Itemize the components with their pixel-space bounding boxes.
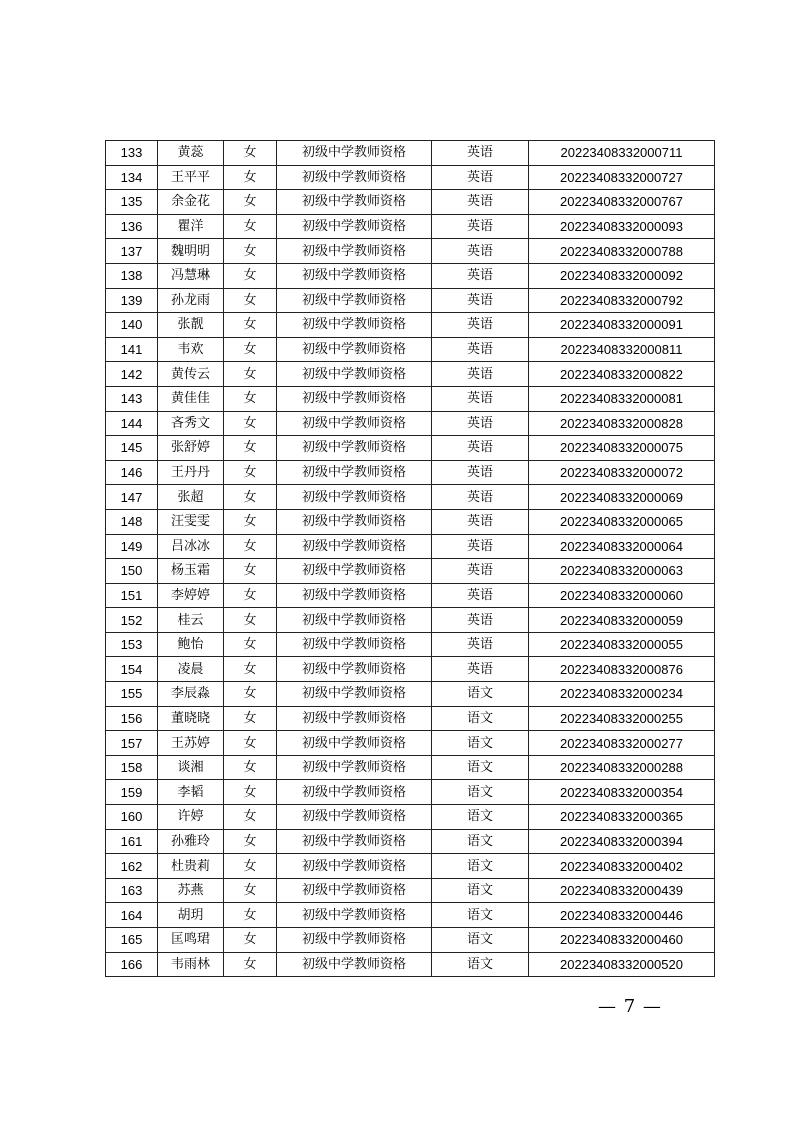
row-number-cell: 164 <box>106 903 158 928</box>
qualification-cell: 初级中学教师资格 <box>277 534 432 559</box>
certificate-number-cell: 20223408332000091 <box>529 313 715 338</box>
subject-cell: 语文 <box>432 829 529 854</box>
gender-cell: 女 <box>224 903 277 928</box>
table-row <box>106 460 715 485</box>
qualification-cell: 初级中学教师资格 <box>277 485 432 510</box>
table-row <box>106 805 715 830</box>
row-number-cell: 147 <box>106 485 158 510</box>
gender-cell: 女 <box>224 165 277 190</box>
qualification-cell: 初级中学教师资格 <box>277 214 432 239</box>
table-row <box>106 854 715 879</box>
table-row <box>106 313 715 338</box>
subject-cell: 语文 <box>432 731 529 756</box>
subject-cell: 英语 <box>432 337 529 362</box>
name-cell: 李韬 <box>158 780 224 805</box>
certificate-number-cell: 20223408332000234 <box>529 682 715 707</box>
gender-cell: 女 <box>224 657 277 682</box>
table-row <box>106 239 715 264</box>
name-cell: 黄佳佳 <box>158 386 224 411</box>
name-cell: 王苏婷 <box>158 731 224 756</box>
gender-cell: 女 <box>224 706 277 731</box>
gender-cell: 女 <box>224 854 277 879</box>
subject-cell: 英语 <box>432 436 529 461</box>
certificate-number-cell: 20223408332000064 <box>529 534 715 559</box>
certificate-number-cell: 20223408332000063 <box>529 559 715 584</box>
gender-cell: 女 <box>224 755 277 780</box>
row-number-cell: 140 <box>106 313 158 338</box>
row-number-cell: 153 <box>106 632 158 657</box>
subject-cell: 英语 <box>432 632 529 657</box>
qualification-cell: 初级中学教师资格 <box>277 509 432 534</box>
gender-cell: 女 <box>224 288 277 313</box>
gender-cell: 女 <box>224 509 277 534</box>
gender-cell: 女 <box>224 928 277 953</box>
row-number-cell: 148 <box>106 509 158 534</box>
row-number-cell: 134 <box>106 165 158 190</box>
certificate-number-cell: 20223408332000255 <box>529 706 715 731</box>
row-number-cell: 154 <box>106 657 158 682</box>
qualification-cell: 初级中学教师资格 <box>277 386 432 411</box>
subject-cell: 语文 <box>432 780 529 805</box>
gender-cell: 女 <box>224 386 277 411</box>
subject-cell: 语文 <box>432 682 529 707</box>
table-row <box>106 485 715 510</box>
qualification-cell: 初级中学教师资格 <box>277 460 432 485</box>
subject-cell: 英语 <box>432 559 529 584</box>
name-cell: 冯慧琳 <box>158 263 224 288</box>
table-body <box>106 141 715 977</box>
certificate-number-cell: 20223408332000402 <box>529 854 715 879</box>
table-row <box>106 411 715 436</box>
row-number-cell: 151 <box>106 583 158 608</box>
qualification-cell: 初级中学教师资格 <box>277 239 432 264</box>
row-number-cell: 166 <box>106 952 158 977</box>
certificate-number-cell: 20223408332000767 <box>529 190 715 215</box>
subject-cell: 英语 <box>432 362 529 387</box>
certificate-number-cell: 20223408332000811 <box>529 337 715 362</box>
certificate-number-cell: 20223408332000081 <box>529 386 715 411</box>
qualification-cell: 初级中学教师资格 <box>277 731 432 756</box>
certificate-number-cell: 20223408332000092 <box>529 263 715 288</box>
table-row <box>106 263 715 288</box>
name-cell: 李婷婷 <box>158 583 224 608</box>
qualification-cell: 初级中学教师资格 <box>277 337 432 362</box>
certificate-number-cell: 20223408332000792 <box>529 288 715 313</box>
qualification-cell: 初级中学教师资格 <box>277 952 432 977</box>
name-cell: 苏燕 <box>158 878 224 903</box>
table-row <box>106 214 715 239</box>
gender-cell: 女 <box>224 878 277 903</box>
name-cell: 张舒婷 <box>158 436 224 461</box>
certificate-number-cell: 20223408332000069 <box>529 485 715 510</box>
certificate-number-cell: 20223408332000277 <box>529 731 715 756</box>
table-row <box>106 657 715 682</box>
certificate-number-cell: 20223408332000059 <box>529 608 715 633</box>
gender-cell: 女 <box>224 829 277 854</box>
name-cell: 瞿洋 <box>158 214 224 239</box>
subject-cell: 语文 <box>432 706 529 731</box>
certificate-number-cell: 20223408332000788 <box>529 239 715 264</box>
name-cell: 桂云 <box>158 608 224 633</box>
table-row <box>106 583 715 608</box>
table-row <box>106 731 715 756</box>
certificate-number-cell: 20223408332000065 <box>529 509 715 534</box>
subject-cell: 英语 <box>432 214 529 239</box>
gender-cell: 女 <box>224 362 277 387</box>
row-number-cell: 133 <box>106 141 158 166</box>
row-number-cell: 155 <box>106 682 158 707</box>
qualification-cell: 初级中学教师资格 <box>277 263 432 288</box>
certificate-number-cell: 20223408332000446 <box>529 903 715 928</box>
certificate-number-cell: 20223408332000460 <box>529 928 715 953</box>
name-cell: 胡玥 <box>158 903 224 928</box>
qualification-cell: 初级中学教师资格 <box>277 288 432 313</box>
name-cell: 张超 <box>158 485 224 510</box>
teacher-qualification-table-container <box>105 140 714 977</box>
gender-cell: 女 <box>224 337 277 362</box>
name-cell: 凌晨 <box>158 657 224 682</box>
row-number-cell: 146 <box>106 460 158 485</box>
name-cell: 匡鸣珺 <box>158 928 224 953</box>
certificate-number-cell: 20223408332000072 <box>529 460 715 485</box>
row-number-cell: 137 <box>106 239 158 264</box>
row-number-cell: 135 <box>106 190 158 215</box>
qualification-cell: 初级中学教师资格 <box>277 903 432 928</box>
subject-cell: 语文 <box>432 928 529 953</box>
table-row <box>106 682 715 707</box>
gender-cell: 女 <box>224 485 277 510</box>
certificate-number-cell: 20223408332000075 <box>529 436 715 461</box>
gender-cell: 女 <box>224 682 277 707</box>
teacher-qualification-table <box>105 140 715 977</box>
name-cell: 王平平 <box>158 165 224 190</box>
name-cell: 吕冰冰 <box>158 534 224 559</box>
row-number-cell: 150 <box>106 559 158 584</box>
row-number-cell: 143 <box>106 386 158 411</box>
name-cell: 鲍怡 <box>158 632 224 657</box>
gender-cell: 女 <box>224 559 277 584</box>
name-cell: 杨玉霜 <box>158 559 224 584</box>
certificate-number-cell: 20223408332000520 <box>529 952 715 977</box>
gender-cell: 女 <box>224 239 277 264</box>
qualification-cell: 初级中学教师资格 <box>277 608 432 633</box>
subject-cell: 英语 <box>432 657 529 682</box>
name-cell: 李辰淼 <box>158 682 224 707</box>
qualification-cell: 初级中学教师资格 <box>277 411 432 436</box>
row-number-cell: 139 <box>106 288 158 313</box>
subject-cell: 语文 <box>432 878 529 903</box>
certificate-number-cell: 20223408332000876 <box>529 657 715 682</box>
subject-cell: 英语 <box>432 608 529 633</box>
row-number-cell: 141 <box>106 337 158 362</box>
certificate-number-cell: 20223408332000354 <box>529 780 715 805</box>
qualification-cell: 初级中学教师资格 <box>277 928 432 953</box>
certificate-number-cell: 20223408332000439 <box>529 878 715 903</box>
subject-cell: 英语 <box>432 141 529 166</box>
name-cell: 张靓 <box>158 313 224 338</box>
gender-cell: 女 <box>224 731 277 756</box>
subject-cell: 英语 <box>432 313 529 338</box>
subject-cell: 英语 <box>432 485 529 510</box>
gender-cell: 女 <box>224 141 277 166</box>
row-number-cell: 157 <box>106 731 158 756</box>
name-cell: 汪雯雯 <box>158 509 224 534</box>
row-number-cell: 136 <box>106 214 158 239</box>
row-number-cell: 144 <box>106 411 158 436</box>
row-number-cell: 158 <box>106 755 158 780</box>
subject-cell: 语文 <box>432 755 529 780</box>
gender-cell: 女 <box>224 436 277 461</box>
row-number-cell: 142 <box>106 362 158 387</box>
qualification-cell: 初级中学教师资格 <box>277 165 432 190</box>
row-number-cell: 160 <box>106 805 158 830</box>
qualification-cell: 初级中学教师资格 <box>277 141 432 166</box>
qualification-cell: 初级中学教师资格 <box>277 362 432 387</box>
table-row <box>106 165 715 190</box>
table-row <box>106 878 715 903</box>
qualification-cell: 初级中学教师资格 <box>277 559 432 584</box>
row-number-cell: 162 <box>106 854 158 879</box>
table-row <box>106 386 715 411</box>
table-row <box>106 509 715 534</box>
subject-cell: 英语 <box>432 583 529 608</box>
table-row <box>106 436 715 461</box>
table-row <box>106 632 715 657</box>
gender-cell: 女 <box>224 214 277 239</box>
row-number-cell: 156 <box>106 706 158 731</box>
subject-cell: 英语 <box>432 386 529 411</box>
subject-cell: 英语 <box>432 288 529 313</box>
qualification-cell: 初级中学教师资格 <box>277 583 432 608</box>
row-number-cell: 145 <box>106 436 158 461</box>
table-row <box>106 755 715 780</box>
table-row <box>106 780 715 805</box>
qualification-cell: 初级中学教师资格 <box>277 313 432 338</box>
gender-cell: 女 <box>224 263 277 288</box>
name-cell: 许婷 <box>158 805 224 830</box>
qualification-cell: 初级中学教师资格 <box>277 682 432 707</box>
row-number-cell: 138 <box>106 263 158 288</box>
gender-cell: 女 <box>224 190 277 215</box>
qualification-cell: 初级中学教师资格 <box>277 190 432 215</box>
subject-cell: 英语 <box>432 165 529 190</box>
certificate-number-cell: 20223408332000365 <box>529 805 715 830</box>
subject-cell: 英语 <box>432 190 529 215</box>
gender-cell: 女 <box>224 411 277 436</box>
table-row <box>106 928 715 953</box>
name-cell: 董晓晓 <box>158 706 224 731</box>
table-row <box>106 706 715 731</box>
qualification-cell: 初级中学教师资格 <box>277 878 432 903</box>
table-row <box>106 288 715 313</box>
certificate-number-cell: 20223408332000055 <box>529 632 715 657</box>
row-number-cell: 163 <box>106 878 158 903</box>
name-cell: 孙雅玲 <box>158 829 224 854</box>
gender-cell: 女 <box>224 460 277 485</box>
gender-cell: 女 <box>224 313 277 338</box>
name-cell: 魏明明 <box>158 239 224 264</box>
certificate-number-cell: 20223408332000727 <box>529 165 715 190</box>
qualification-cell: 初级中学教师资格 <box>277 780 432 805</box>
table-row <box>106 903 715 928</box>
subject-cell: 语文 <box>432 805 529 830</box>
gender-cell: 女 <box>224 534 277 559</box>
subject-cell: 英语 <box>432 263 529 288</box>
name-cell: 黄蕊 <box>158 141 224 166</box>
name-cell: 韦雨林 <box>158 952 224 977</box>
certificate-number-cell: 20223408332000060 <box>529 583 715 608</box>
table-row <box>106 141 715 166</box>
row-number-cell: 165 <box>106 928 158 953</box>
table-row <box>106 337 715 362</box>
subject-cell: 语文 <box>432 903 529 928</box>
name-cell: 杜贵莉 <box>158 854 224 879</box>
gender-cell: 女 <box>224 805 277 830</box>
gender-cell: 女 <box>224 632 277 657</box>
table-row <box>106 829 715 854</box>
certificate-number-cell: 20223408332000828 <box>529 411 715 436</box>
name-cell: 黄传云 <box>158 362 224 387</box>
subject-cell: 语文 <box>432 952 529 977</box>
qualification-cell: 初级中学教师资格 <box>277 632 432 657</box>
subject-cell: 语文 <box>432 854 529 879</box>
qualification-cell: 初级中学教师资格 <box>277 436 432 461</box>
row-number-cell: 159 <box>106 780 158 805</box>
row-number-cell: 152 <box>106 608 158 633</box>
row-number-cell: 149 <box>106 534 158 559</box>
table-row <box>106 608 715 633</box>
name-cell: 吝秀文 <box>158 411 224 436</box>
subject-cell: 英语 <box>432 534 529 559</box>
table-row <box>106 190 715 215</box>
subject-cell: 英语 <box>432 460 529 485</box>
name-cell: 孙龙雨 <box>158 288 224 313</box>
certificate-number-cell: 20223408332000711 <box>529 141 715 166</box>
subject-cell: 英语 <box>432 239 529 264</box>
table-row <box>106 534 715 559</box>
name-cell: 余金花 <box>158 190 224 215</box>
certificate-number-cell: 20223408332000288 <box>529 755 715 780</box>
qualification-cell: 初级中学教师资格 <box>277 706 432 731</box>
table-row <box>106 952 715 977</box>
certificate-number-cell: 20223408332000822 <box>529 362 715 387</box>
qualification-cell: 初级中学教师资格 <box>277 657 432 682</box>
qualification-cell: 初级中学教师资格 <box>277 854 432 879</box>
name-cell: 韦欢 <box>158 337 224 362</box>
certificate-number-cell: 20223408332000093 <box>529 214 715 239</box>
subject-cell: 英语 <box>432 411 529 436</box>
gender-cell: 女 <box>224 952 277 977</box>
qualification-cell: 初级中学教师资格 <box>277 829 432 854</box>
qualification-cell: 初级中学教师资格 <box>277 805 432 830</box>
page-number: — 7 — <box>598 996 662 1017</box>
gender-cell: 女 <box>224 608 277 633</box>
gender-cell: 女 <box>224 583 277 608</box>
table-row <box>106 362 715 387</box>
gender-cell: 女 <box>224 780 277 805</box>
subject-cell: 英语 <box>432 509 529 534</box>
row-number-cell: 161 <box>106 829 158 854</box>
certificate-number-cell: 20223408332000394 <box>529 829 715 854</box>
table-row <box>106 559 715 584</box>
name-cell: 王丹丹 <box>158 460 224 485</box>
qualification-cell: 初级中学教师资格 <box>277 755 432 780</box>
name-cell: 谈湘 <box>158 755 224 780</box>
